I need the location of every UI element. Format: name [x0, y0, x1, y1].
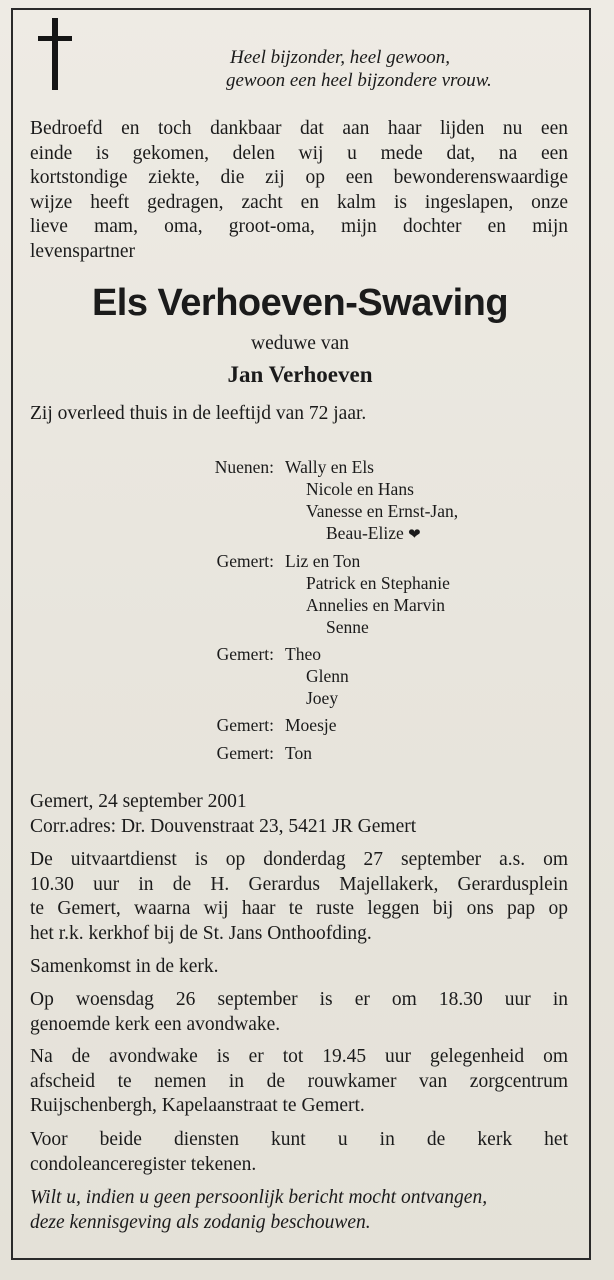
farewell-line: Ruijschenbergh, Kapelaanstraat te Gemert.: [30, 1095, 365, 1116]
farewell-paragraph: [30, 1045, 568, 1119]
farewell-line: Na de avondwake is er tot 19.45 uur gelegenheid om: [30, 1046, 568, 1067]
register-line: Voor beide diensten kunt u in de kerk het: [30, 1129, 568, 1150]
family-place: Nuenen:: [214, 457, 274, 477]
intro-line: levenspartner: [30, 240, 136, 262]
family-place: Gemert:: [216, 743, 274, 763]
gathering-paragraph: [30, 955, 568, 980]
family-member: Vanesse en Ernst-Jan,: [306, 501, 459, 521]
family-member: Glenn: [306, 666, 349, 686]
family-place: Gemert:: [216, 715, 274, 735]
motto: [226, 46, 560, 92]
service-line: 10.30 uur in de H. Gerardus Majellakerk, Gerardusplein: [30, 873, 568, 895]
address-line: Corr.adres: Dr. Douvenstraat 23, 5421 JR Gemert: [30, 815, 417, 837]
deceased-name: Els Verhoeven-Swaving: [91, 282, 509, 324]
family-member: Moesje: [285, 715, 337, 735]
intro-line: lieve mam, oma, groot-oma, mijn dochter en mijn: [30, 216, 568, 237]
motto-line: Heel bijzonder, heel gewoon,: [230, 47, 451, 68]
service-line: De uitvaartdienst is op donderdag 27 september a.s. om: [30, 849, 568, 870]
family-place: Gemert:: [216, 644, 274, 664]
family-member: Senne: [326, 617, 369, 637]
intro-line: einde is gekomen, delen wij u mede dat, na een: [30, 142, 568, 164]
farewell-line: afscheid te nemen in de rouwkamer van zorgcentrum: [30, 1070, 568, 1092]
intro-paragraph: [30, 117, 568, 264]
family-member: Joey: [306, 688, 339, 708]
vigil-paragraph: [30, 988, 568, 1037]
family-member-name: Beau-Elize: [326, 523, 404, 543]
intro-line: wijze heeft gedragen, zacht en kalm is ingeslapen, onze: [30, 191, 568, 213]
intro-line: Bedroefd en toch dankbaar dat aan haar lijden nu een: [30, 118, 568, 139]
register-line: condoleanceregister tekenen.: [30, 1153, 257, 1175]
family-member: Patrick en Stephanie: [306, 573, 450, 593]
family-member: Theo: [285, 644, 321, 664]
motto-line: gewoon een heel bijzondere vrouw.: [226, 70, 492, 91]
family-member: [326, 522, 421, 546]
husband-name: Jan Verhoeven: [227, 362, 373, 387]
vigil-line: genoemde kerk een avondwake.: [30, 1013, 281, 1035]
family-member: Wally en Els: [285, 457, 374, 477]
family-member: Annelies en Marvin: [306, 595, 445, 615]
vigil-line: Op woensdag 26 september is er om 18.30 uur in: [30, 989, 568, 1010]
widow-of-label: weduwe van: [250, 333, 349, 354]
closing-paragraph: [30, 1186, 568, 1235]
register-paragraph: [30, 1128, 568, 1177]
heart-icon: ❤: [408, 527, 421, 543]
age-line: Zij overleed thuis in de leeftijd van 72 jaar.: [30, 403, 367, 424]
family-member: Ton: [285, 743, 312, 763]
date-line: Gemert, 24 september 2001: [30, 791, 247, 812]
family-place: Gemert:: [216, 551, 274, 571]
service-line: het r.k. kerkhof bij de St. Jans Onthoofding.: [30, 922, 372, 944]
closing-line: deze kennisgeving als zodanig beschouwen.: [30, 1211, 371, 1233]
service-paragraph: [30, 848, 568, 946]
family-member: Nicole en Hans: [306, 479, 414, 499]
family-member: Liz en Ton: [285, 551, 361, 571]
cross-icon: [38, 18, 72, 90]
service-line: te Gemert, waarna wij haar te ruste leggen bij ons pap op: [30, 898, 568, 919]
closing-line: Wilt u, indien u geen persoonlijk bericht mocht ontvangen,: [30, 1187, 488, 1208]
gathering-line: Samenkomst in de kerk.: [30, 956, 219, 977]
date-address: [30, 790, 568, 839]
intro-line: kortstondige ziekte, die zij op een bewonderenswaardige: [30, 167, 568, 188]
